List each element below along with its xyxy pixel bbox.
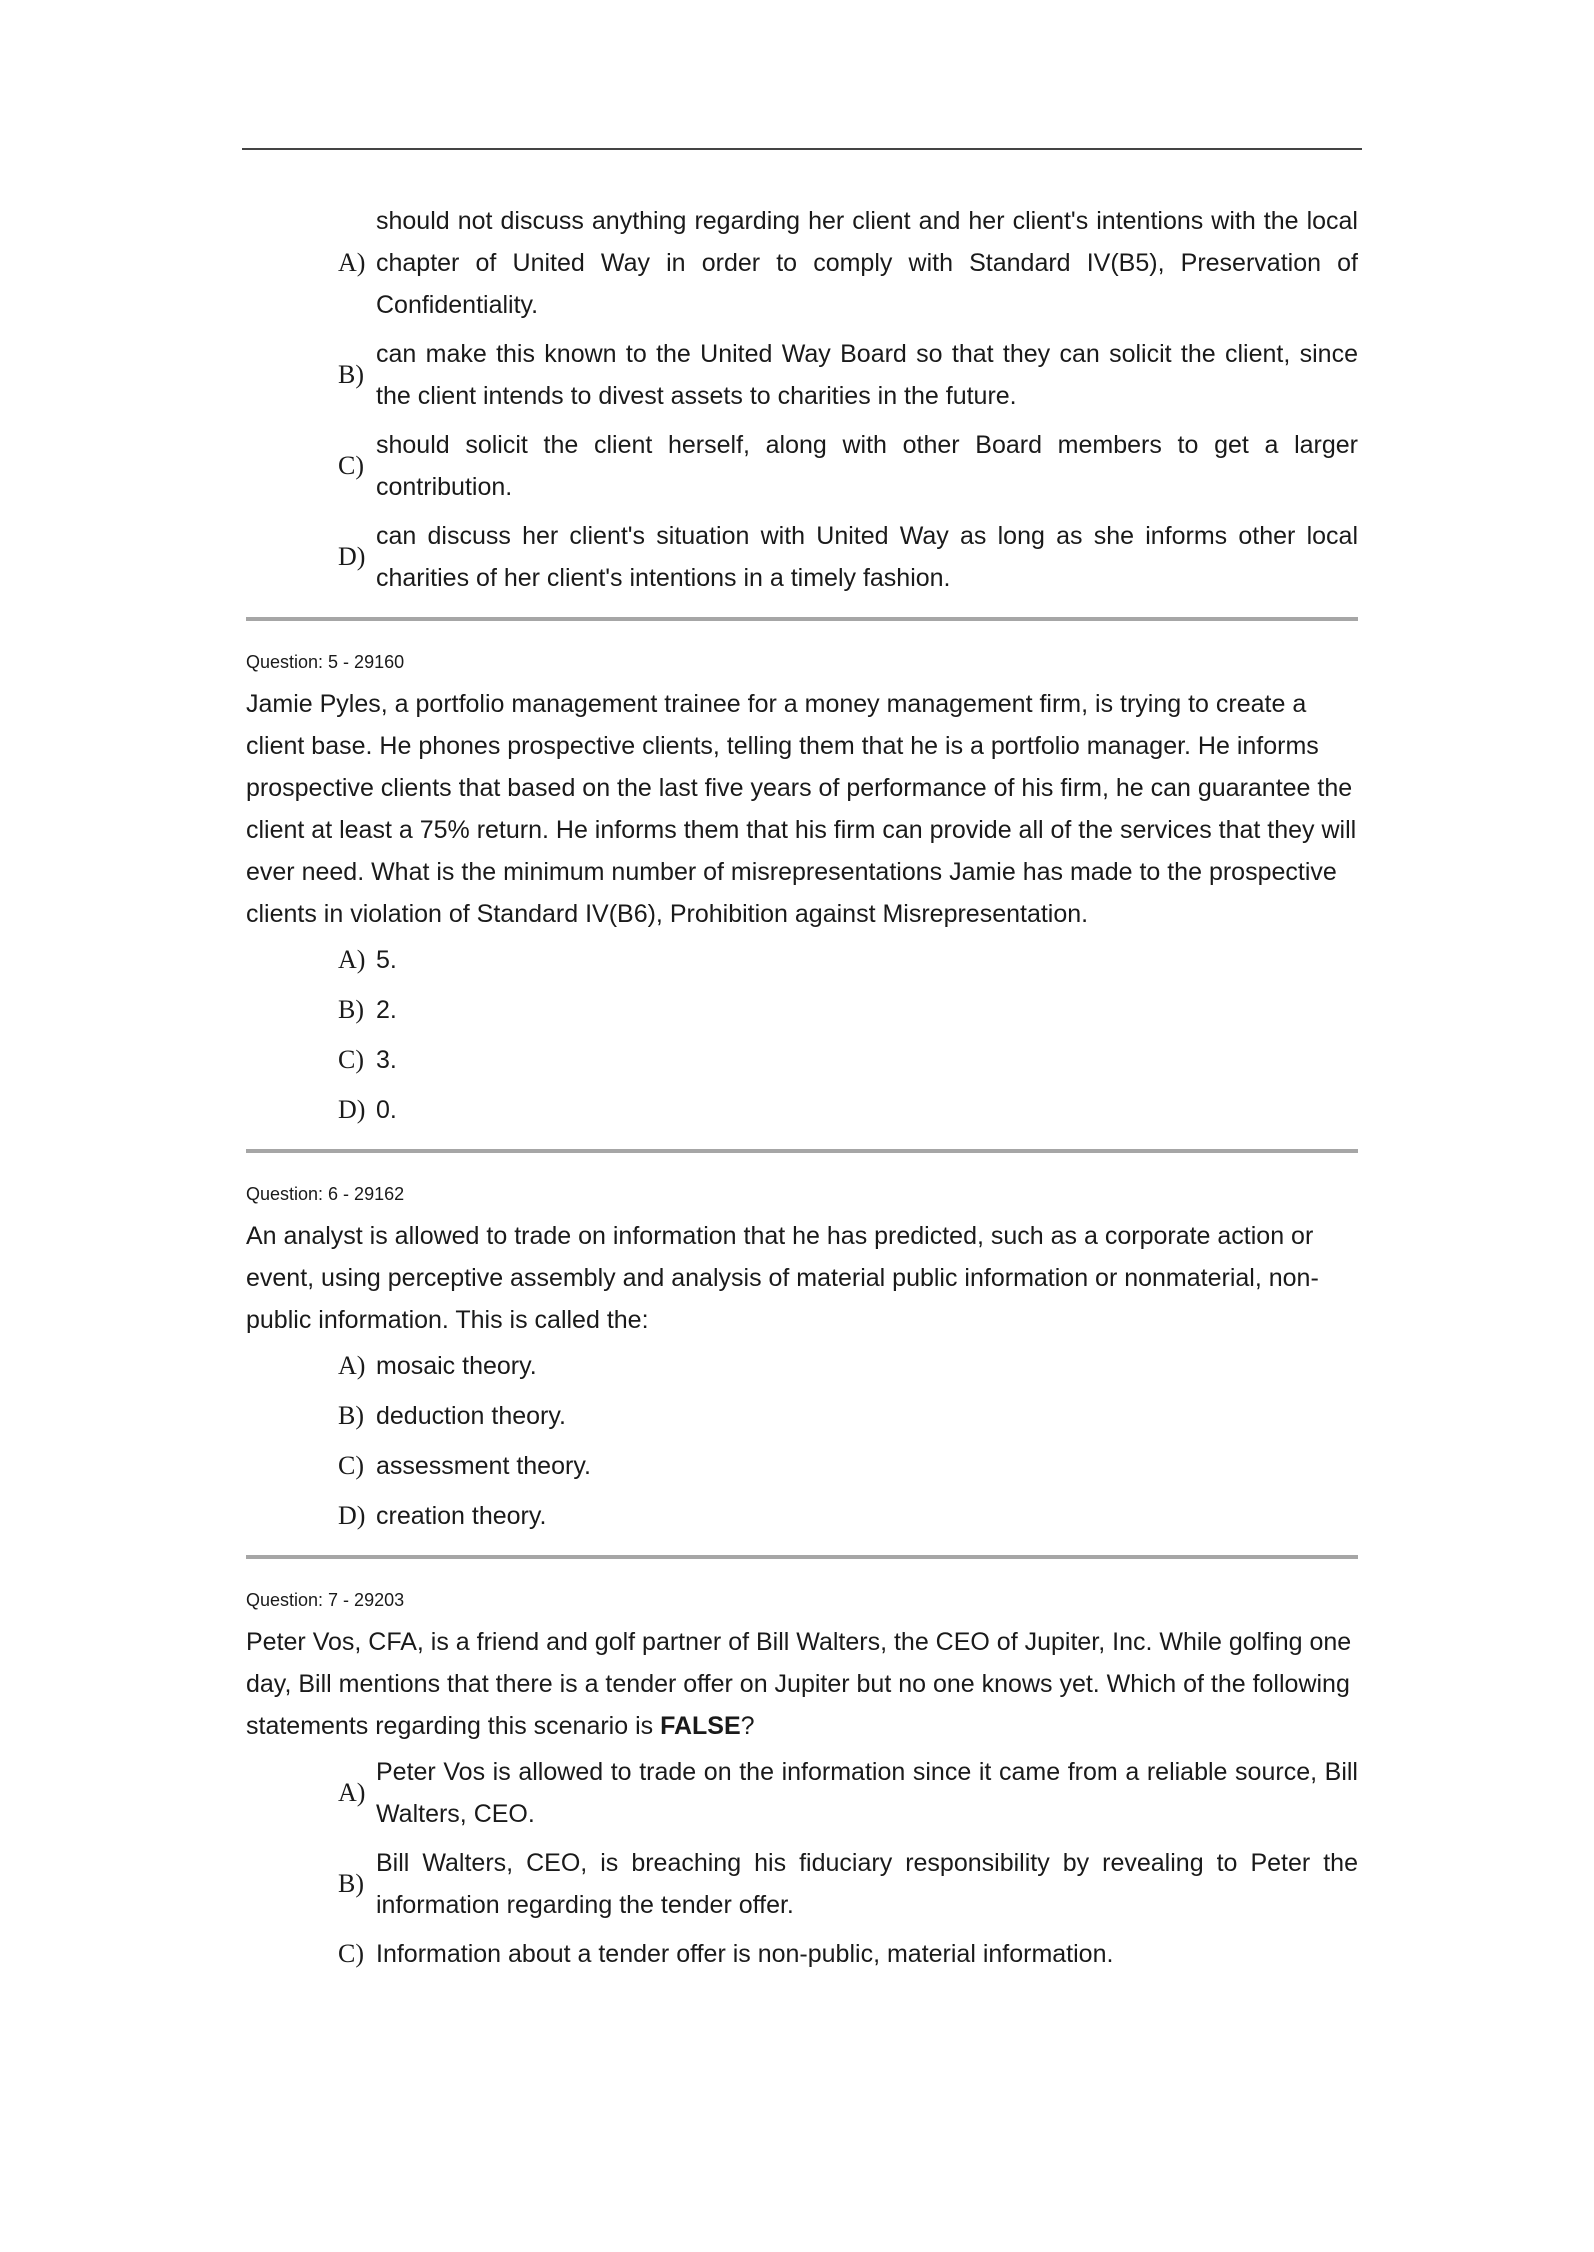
option-letter: D) — [338, 1095, 366, 1124]
option-letter: A) — [338, 248, 366, 277]
option-text: Peter Vos is allowed to trade on the information since it came from a reliable source, Bill Walters, CEO. — [376, 1758, 1358, 1828]
question-stem — [246, 1621, 1358, 1747]
option-text: 2. — [376, 996, 397, 1024]
question-stem-emphasis: FALSE — [660, 1712, 741, 1740]
question-stem: Jamie Pyles, a portfolio management trainee for a money management firm, is trying to create a client base. He phones prospective clients, telling them that he is a portfolio manager. He informs prospective clients that based on the last five years of performance of his firm, he can guarantee the client at least a 75% return. He informs them that his firm can provide all of the services that they will ever need. What is the minimum number of misrepresentations Jamie has made to the prospective clients in violation of Standard IV(B6), Prohibition against Misrepresentation. — [246, 690, 1357, 928]
question-stem-text: Peter Vos, CFA, is a friend and golf partner of Bill Walters, the CEO of Jupiter, Inc. While golfing one day, Bill mentions that there is a tender offer on Jupiter but no one knows yet. Which of the following statements regarding this scenario is — [246, 1628, 1352, 1740]
option-c[interactable] — [338, 1039, 1358, 1081]
page-content — [246, 200, 1358, 1983]
option-text: can discuss her client's situation with United Way as long as she informs other local charities of her client's intentions in a timely fashion. — [376, 522, 1358, 592]
option-a[interactable] — [338, 939, 1358, 981]
question-id: Question: 6 - 29162 — [246, 1184, 405, 1204]
option-letter: C) — [338, 451, 364, 480]
option-letter: B) — [338, 1401, 364, 1430]
option-d[interactable] — [338, 1089, 1358, 1131]
option-text: 5. — [376, 946, 397, 974]
option-c[interactable] — [338, 1933, 1358, 1975]
option-letter: B) — [338, 995, 364, 1024]
option-b[interactable] — [338, 989, 1358, 1031]
question-id: Question: 7 - 29203 — [246, 1590, 405, 1610]
option-letter: C) — [338, 1451, 364, 1480]
option-letter: B) — [338, 360, 364, 389]
question-separator — [246, 617, 1358, 621]
option-letter: B) — [338, 1869, 364, 1898]
option-a[interactable] — [338, 1345, 1358, 1387]
question-6 — [246, 1183, 1358, 1537]
question-separator — [246, 1555, 1358, 1559]
option-text: Information about a tender offer is non-public, material information. — [376, 1940, 1114, 1968]
question-5-options — [338, 939, 1358, 1131]
option-letter: A) — [338, 945, 366, 974]
option-letter: A) — [338, 1778, 366, 1807]
option-letter: D) — [338, 1501, 366, 1530]
question-5 — [246, 651, 1358, 1131]
header-rule — [242, 148, 1362, 150]
option-text: can make this known to the United Way Board so that they can solicit the client, since the client intends to divest assets to charities in the future. — [376, 340, 1358, 410]
question-separator — [246, 1149, 1358, 1153]
question-7 — [246, 1589, 1358, 1975]
option-letter: C) — [338, 1045, 364, 1074]
option-text: mosaic theory. — [376, 1352, 537, 1380]
question-stem-end: ? — [740, 1712, 755, 1740]
option-letter: C) — [338, 1939, 364, 1968]
question-4-options — [338, 200, 1358, 599]
option-letter: A) — [338, 1351, 366, 1380]
option-text: assessment theory. — [376, 1452, 591, 1480]
option-text: should not discuss anything regarding her client and her client's intentions with the local chapter of United Way in order to comply with Standard IV(B5), Preservation of Confidentiality. — [376, 207, 1358, 319]
option-text: 3. — [376, 1046, 397, 1074]
option-text: should solicit the client herself, along with other Board members to get a larger contribution. — [376, 431, 1358, 501]
option-text: deduction theory. — [376, 1402, 566, 1430]
option-a[interactable] — [338, 200, 1358, 326]
option-b[interactable] — [338, 333, 1358, 417]
option-d[interactable] — [338, 1495, 1358, 1537]
option-d[interactable] — [338, 515, 1358, 599]
question-6-options — [338, 1345, 1358, 1537]
question-7-options — [338, 1751, 1358, 1975]
option-c[interactable] — [338, 424, 1358, 508]
option-b[interactable] — [338, 1842, 1358, 1926]
option-b[interactable] — [338, 1395, 1358, 1437]
option-text: creation theory. — [376, 1502, 547, 1530]
option-letter: D) — [338, 542, 366, 571]
question-id: Question: 5 - 29160 — [246, 652, 405, 672]
option-text: 0. — [376, 1096, 397, 1124]
option-c[interactable] — [338, 1445, 1358, 1487]
option-a[interactable] — [338, 1751, 1358, 1835]
question-stem: An analyst is allowed to trade on information that he has predicted, such as a corporate action or event, using perceptive assembly and analysis of material public information or nonmaterial, non-public information. This is called the: — [246, 1222, 1319, 1334]
option-text: Bill Walters, CEO, is breaching his fiduciary responsibility by revealing to Peter the information regarding the tender offer. — [376, 1849, 1358, 1919]
